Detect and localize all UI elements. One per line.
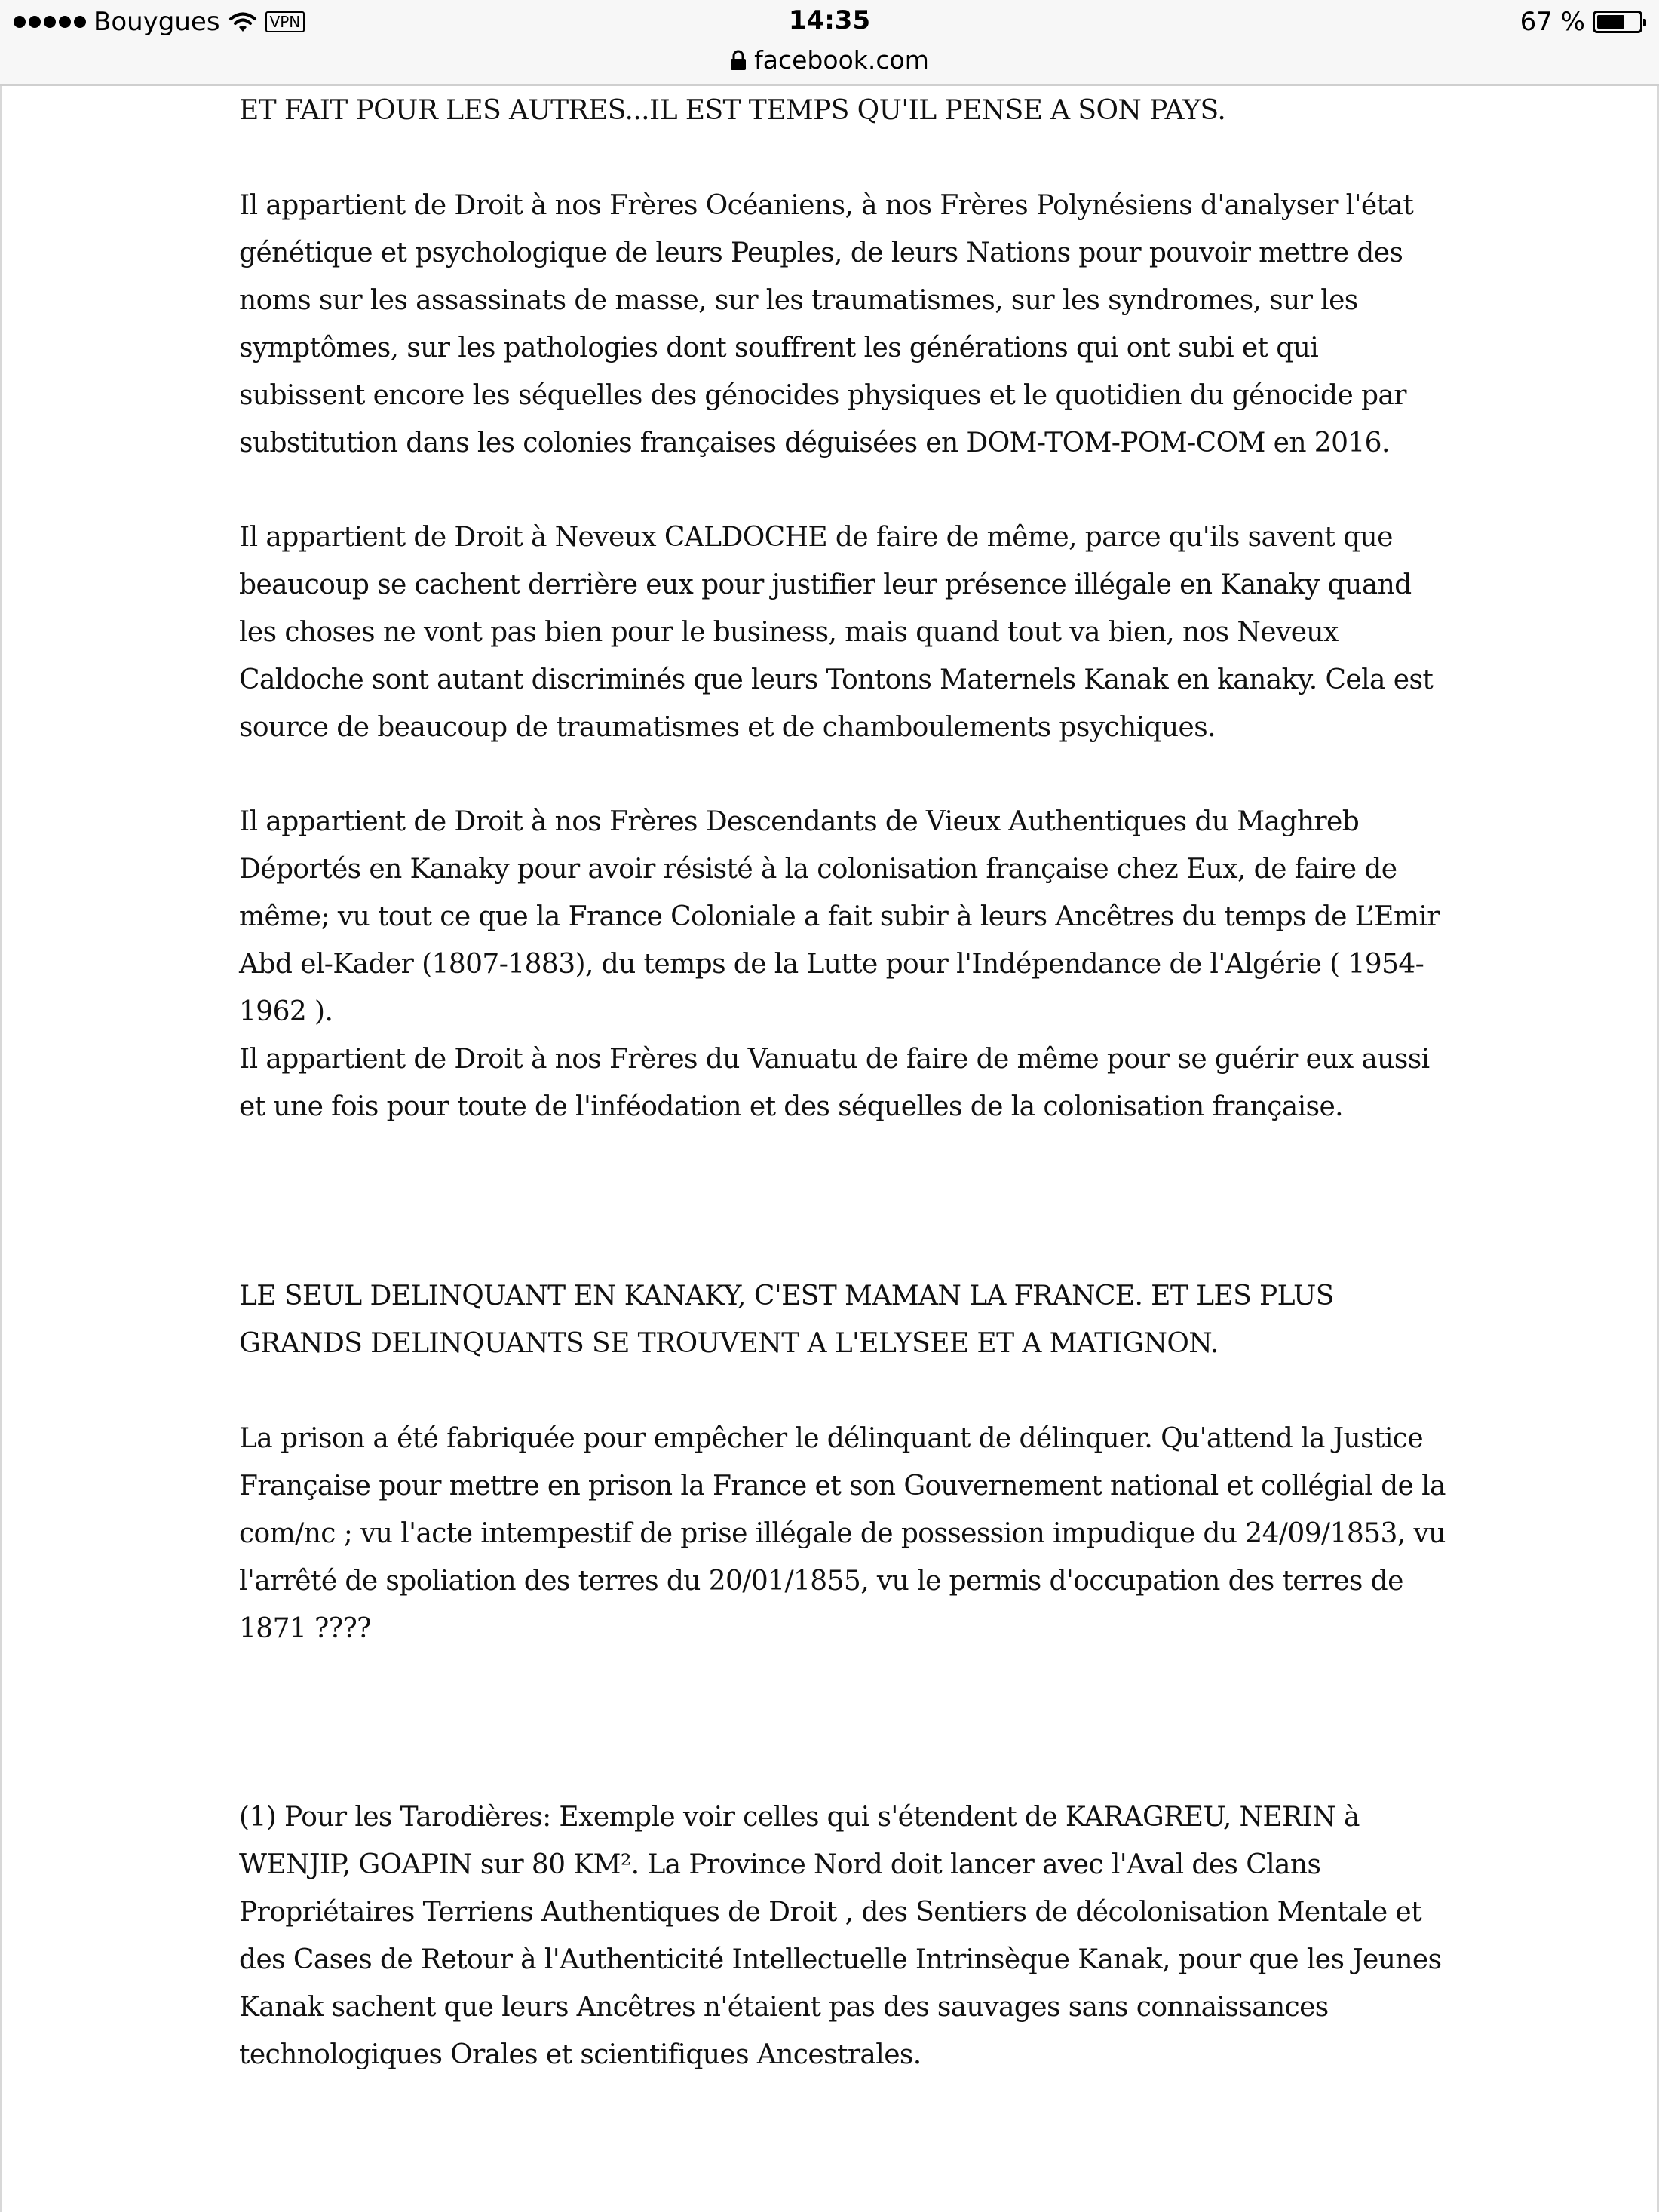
- article-footnote: (1) Pour les Tarodières: Exemple voir celles qui s'étendent de KARAGREU, NERIN à WENJIP, GOAPIN sur 80 KM². La Province Nord doit lancer avec l'Aval des Clans Propriétaires Terriens Authentiques de Droit , des Sentiers de décolonisation Mentale et des Cases de Retour à l'Authenticité Intellectuelle Intrinsèque Kanak, pour que les Jeunes Kanak sachent que leurs Ancêtres n'étaient pas des sauvages sans connaissances technologiques Orales et scientifiques Ancestrales.: [239, 1802, 1442, 2070]
- vpn-badge: VPN: [265, 11, 305, 32]
- status-bar: [0, 0, 1659, 45]
- battery-icon: [1593, 11, 1642, 33]
- article-paragraph: Il appartient de Droit à nos Frères Océaniens, à nos Frères Polynésiens d'analyser l'état génétique et psychologique de leurs Peuples, de leurs Nations pour pouvoir mettre des noms sur les assassinats de masse, sur les traumatismes, sur les syndromes, sur les symptômes, sur les pathologies dont souffrent les générations qui ont subi et qui subissent encore les séquelles des génocides physiques et le quotidien du génocide par substitution dans les colonies françaises déguisées en DOM-TOM-POM-COM en 2016.: [239, 190, 1414, 459]
- article-paragraph: Il appartient de Droit à nos Frères Descendants de Vieux Authentiques du Maghreb Déportés en Kanaky pour avoir résisté à la colonisation française chez Eux, de faire de même; vu tout ce que la France Coloniale a fait subir à leurs Ancêtres du temps de L’Emir Abd el-Kader (1807-1883), du temps de la Lutte pour l'Indépendance de l'Algérie ( 1954-1962 ).: [239, 806, 1440, 1027]
- address-domain[interactable]: facebook.com: [754, 45, 929, 75]
- battery-level-fill: [1597, 15, 1624, 29]
- article-page: [0, 86, 1659, 2212]
- lock-icon: [730, 50, 747, 71]
- article-paragraph: La prison a été fabriquée pour empêcher le délinquant de délinquer. Qu'attend la Justice Française pour mettre en prison la France et son Gouvernement national et collégial de la com/nc ; vu l'acte intempestif de prise illégale de possession impudique du 24/09/1853, vu l'arrêté de spoliation des terres du 20/01/1855, vu le permis d'occupation des terres de 1871 ????: [239, 1423, 1446, 1644]
- address-bar[interactable]: [0, 45, 1659, 86]
- status-bar-right: [1520, 6, 1642, 38]
- article-paragraph: Il appartient de Droit à Neveux CALDOCHE de faire de même, parce qu'ils savent que beaucoup se cachent derrière eux pour justifier leur présence illégale en Kanaky quand les choses ne vont pas bien pour le business, mais quand tout va bien, nos Neveux Caldoche sont autant discriminés que leurs Tontons Maternels Kanak en kanaky. Cela est source de beaucoup de traumatismes et de chamboulements psychiques.: [239, 522, 1434, 743]
- article-paragraph: ET FAIT POUR LES AUTRES...IL EST TEMPS QU'IL PENSE A SON PAYS.: [239, 95, 1226, 126]
- status-time: 14:35: [788, 5, 871, 35]
- article-paragraph: Il appartient de Droit à nos Frères du Vanuatu de faire de même pour se guérir eux aussi et une fois pour toute de l'inféodation et des séquelles de la colonisation française.: [239, 1044, 1430, 1122]
- battery-percent: 67 %: [1519, 7, 1585, 37]
- carrier-name: Bouygues: [94, 7, 220, 37]
- article-heading-paragraph: LE SEUL DELINQUANT EN KANAKY, C'EST MAMAN LA FRANCE. ET LES PLUS GRANDS DELINQUANTS SE TROUVENT A L'ELYSEE ET A MATIGNON.: [239, 1281, 1334, 1359]
